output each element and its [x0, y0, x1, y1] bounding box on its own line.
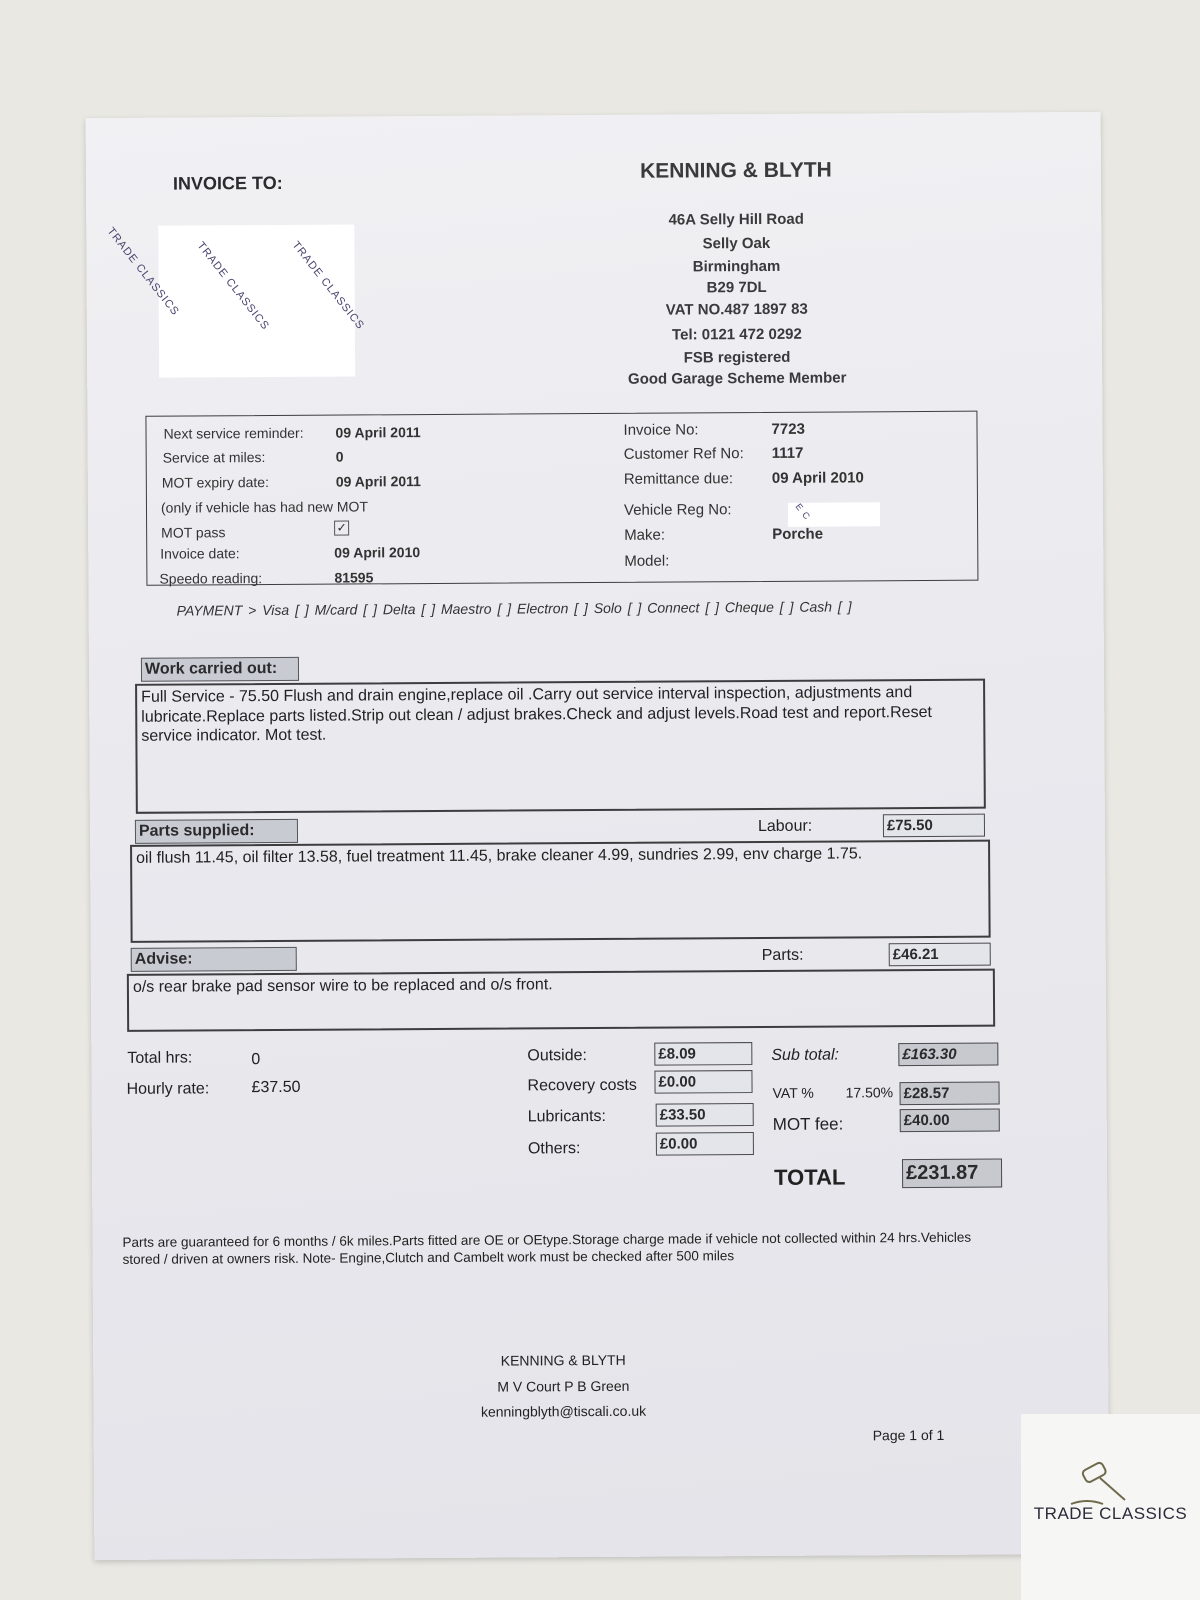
invoice-no-value: 7723: [771, 420, 805, 438]
work-carried-out-header: Work carried out:: [141, 657, 299, 682]
total-amount: £231.87: [902, 1159, 1002, 1189]
address-line: Birmingham: [692, 257, 781, 276]
gavel-icon: [1021, 1414, 1200, 1514]
total-label: TOTAL: [774, 1164, 846, 1190]
labour-amount: £75.50: [883, 814, 985, 838]
parts-total-label: Parts:: [761, 946, 804, 964]
address-line: 46A Selly Hill Road: [668, 210, 804, 229]
good-garage-member: Good Garage Scheme Member: [627, 369, 847, 388]
page-number: Page 1 of 1: [872, 1426, 945, 1444]
mot-expiry-value: 09 April 2011: [335, 473, 421, 490]
mot-note: (only if vehicle has had new MOT: [160, 498, 369, 516]
make-value: Porche: [772, 525, 824, 543]
vat-label: VAT %: [772, 1084, 814, 1101]
make-label: Make:: [624, 526, 666, 544]
speedo-value: 81595: [334, 569, 374, 586]
lubricants-label: Lubricants:: [527, 1107, 607, 1126]
service-miles-label: Service at miles:: [162, 449, 266, 466]
hourly-rate-label: Hourly rate:: [126, 1080, 210, 1098]
trade-classics-text: TRADE CLASSICS: [1033, 1504, 1188, 1523]
fsb-registered: FSB registered: [683, 348, 791, 367]
trade-classics-badge: [1021, 1414, 1200, 1600]
work-description: Full Service - 75.50 Flush and drain engine,replace oil .Carry out service interval inspection, adjustments and lubricate.Replace parts listed.Strip out clean / adjust brakes.Check and adjust levels.Road test and report.Reset service indicator. Mot test.: [135, 679, 986, 814]
customer-ref-value: 1117: [771, 444, 804, 462]
parts-total-amount: £46.21: [889, 943, 991, 967]
recovery-costs-label: Recovery costs: [527, 1076, 637, 1095]
invoice-date-label: Invoice date:: [160, 545, 240, 562]
vat-rate: 17.50%: [845, 1084, 894, 1101]
payment-methods: PAYMENT > Visa [ ] M/card [ ] Delta [ ] Maestro [ ] Electron [ ] Solo [ ] Connect [ ] Cheque [ ] Cash [ ]: [176, 598, 852, 619]
subtotal-label: Sub total:: [771, 1046, 840, 1064]
footer-email: kenningblyth@tiscali.co.uk: [480, 1402, 647, 1420]
advise-description: o/s rear brake pad sensor wire to be replaced and o/s front.: [127, 969, 995, 1032]
others-label: Others:: [527, 1140, 581, 1158]
address-line: B29 7DL: [706, 278, 767, 297]
next-service-label: Next service reminder:: [163, 424, 304, 442]
mot-pass-checkbox: ✓: [334, 521, 349, 536]
advise-header: Advise:: [131, 947, 297, 972]
terms-note: Parts are guaranteed for 6 months / 6k miles.Parts fitted are OE or OEtype.Storage charge made if vehicle not collected within 24 hrs.Vehicles stored / driven at owners risk. Note- Engine,Clutch and Cambelt work must be checked after 500 miles: [122, 1229, 972, 1267]
vat-amount: £28.57: [900, 1082, 1000, 1106]
total-hrs-value: 0: [251, 1051, 261, 1069]
speedo-label: Speedo reading:: [159, 570, 263, 587]
vehicle-reg-redaction: E C: [788, 502, 880, 527]
vehicle-reg-label: Vehicle Reg No:: [623, 501, 732, 519]
total-hrs-label: Total hrs:: [127, 1049, 193, 1067]
invoice-page: [86, 112, 1110, 1560]
service-miles-value: 0: [335, 448, 344, 465]
vat-number: VAT NO.487 1897 83: [665, 300, 808, 319]
mot-fee-amount: £40.00: [900, 1109, 1000, 1133]
company-name: KENNING & BLYTH: [639, 158, 832, 183]
footer-names: M V Court P B Green: [497, 1377, 630, 1395]
hourly-rate-value: £37.50: [251, 1078, 301, 1097]
customer-ref-label: Customer Ref No:: [623, 445, 744, 463]
mot-fee-label: MOT fee:: [772, 1114, 844, 1134]
mot-pass-label: MOT pass: [161, 524, 226, 541]
parts-description: oil flush 11.45, oil filter 13.58, fuel treatment 11.45, brake cleaner 4.99, sundries 2.99, env charge 1.75.: [130, 840, 991, 943]
outside-amount: £8.09: [654, 1042, 752, 1066]
invoice-to-label: INVOICE TO:: [172, 172, 283, 194]
footer-company: KENNING & BLYTH: [500, 1351, 626, 1369]
subtotal-amount: £163.30: [898, 1043, 998, 1067]
lubricants-amount: £33.50: [656, 1103, 754, 1127]
telephone: Tel: 0121 472 0292: [671, 325, 802, 344]
model-label: Model:: [624, 552, 670, 570]
mot-expiry-label: MOT expiry date:: [161, 474, 270, 491]
recovery-costs-amount: £0.00: [654, 1070, 752, 1094]
address-line: Selly Oak: [702, 234, 771, 253]
outside-label: Outside:: [527, 1047, 587, 1065]
parts-supplied-header: Parts supplied:: [135, 819, 298, 844]
labour-label: Labour:: [757, 817, 813, 836]
remittance-label: Remittance due:: [623, 470, 734, 488]
next-service-value: 09 April 2011: [335, 424, 421, 441]
remittance-value: 09 April 2010: [771, 469, 864, 487]
others-amount: £0.00: [656, 1132, 754, 1156]
redaction-watermark-block: TRADE CLASSICS TRADE CLASSICS TRADE CLASSICS: [158, 224, 355, 377]
invoice-no-label: Invoice No:: [623, 421, 699, 439]
invoice-date-value: 09 April 2010: [334, 544, 421, 561]
